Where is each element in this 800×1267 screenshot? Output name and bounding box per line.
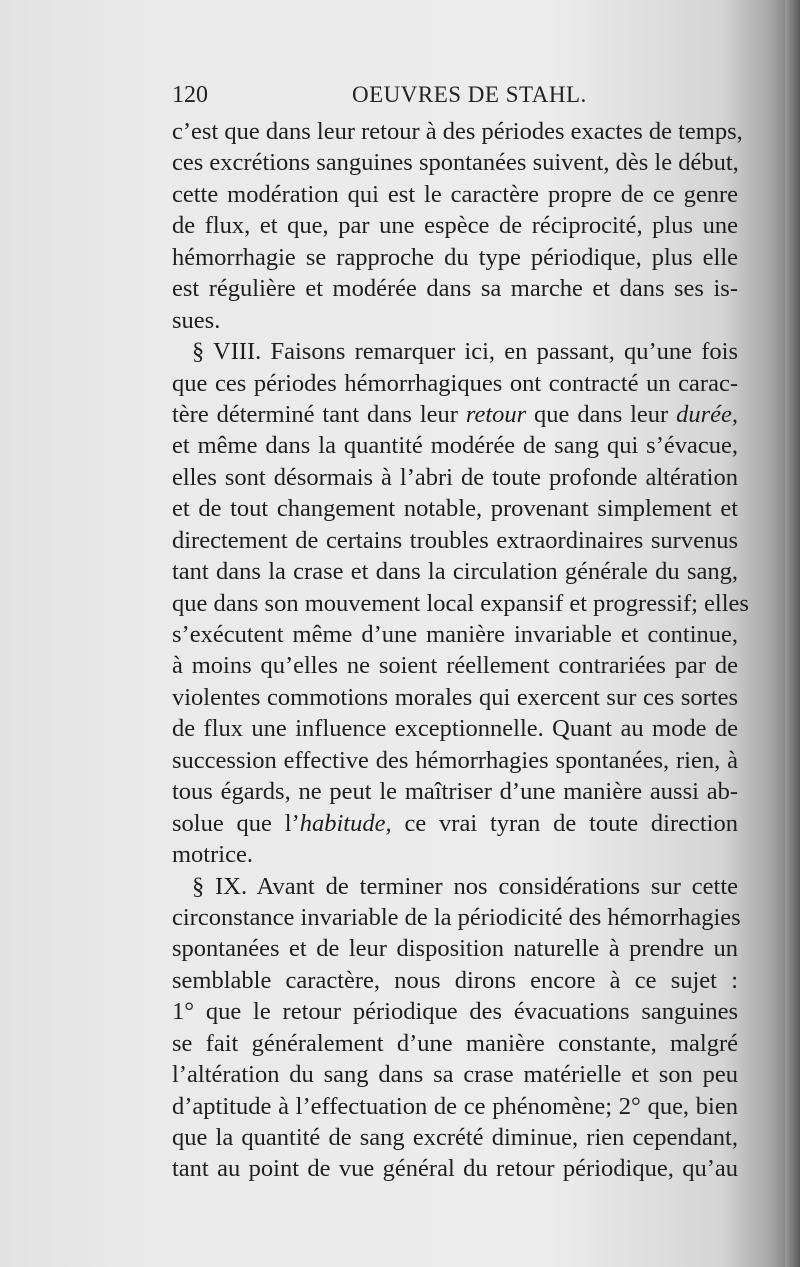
- text-line: sues.: [172, 306, 221, 334]
- text-line: circonstance invariable de la périodicité des hémorrhagies: [172, 903, 741, 931]
- body-text: [172, 116, 749, 1185]
- running-title: OEUVRES DE STAHL.: [352, 82, 587, 107]
- text-line: d’aptitude à l’effectuation de ce phénomène; 2° que, bien: [172, 1092, 738, 1120]
- text-line: elles sont désormais à l’abri de toute profonde altération: [172, 463, 738, 491]
- text-run: solue que l’: [172, 809, 300, 837]
- text-line: tant au point de vue général du retour périodique, qu’au: [172, 1155, 738, 1183]
- text-run: que dans leur: [526, 400, 677, 428]
- page-gutter-shadow: [785, 0, 800, 1267]
- text-line: s’exécutent même d’une manière invariable et continue,: [172, 621, 738, 648]
- text-line: violentes commotions morales qui exercent sur ces sortes: [172, 683, 738, 711]
- text-line: succession effective des hémorrhagies spontanées, rien, à: [172, 746, 738, 774]
- text-line: § VIII. Faisons remarquer ici, en passant, qu’une fois: [192, 338, 738, 366]
- italic-text: durée,: [676, 400, 739, 428]
- text-line: semblable caractère, nous dirons encore à ce sujet :: [172, 966, 738, 994]
- text-line: que ces périodes hémorrhagiques ont contracté un carac-: [172, 369, 738, 397]
- text-line: c’est que dans leur retour à des périodes exactes de temps,: [172, 118, 743, 145]
- text-line: tous égards, ne peut le maîtriser d’une manière aussi ab-: [172, 778, 738, 806]
- text-line: et de tout changement notable, provenant simplement et: [172, 495, 738, 523]
- text-line: l’altération du sang dans sa crase matérielle et son peu: [172, 1061, 738, 1089]
- page-number: 120: [172, 82, 208, 108]
- text-line: que dans son mouvement local expansif et progressif; elles: [172, 589, 749, 617]
- italic-text: retour: [465, 400, 527, 428]
- text-line: cette modération qui est le caractère propre de ce genre: [172, 180, 738, 208]
- italic-text: habitude,: [299, 809, 392, 837]
- text-line: tant dans la crase et dans la circulation générale du sang,: [172, 558, 738, 586]
- page-header: [172, 82, 732, 116]
- text-line: hémorrhagie se rapproche du type périodique, plus elle: [172, 243, 738, 271]
- text-line: de flux une influence exceptionnelle. Quant au mode de: [172, 715, 738, 743]
- text-run: ce vrai tyran de toute direction: [391, 809, 738, 837]
- text-line: se fait généralement d’une manière constante, malgré: [172, 1029, 738, 1057]
- text-line: § IX. Avant de terminer nos considérations sur cette: [192, 872, 738, 900]
- text-line: 1° que le retour périodique des évacuations sanguines: [172, 998, 738, 1026]
- text-line: [172, 808, 738, 839]
- text-run: tère déterminé tant dans leur: [172, 400, 466, 428]
- text-line: est régulière et modérée dans sa marche et dans ses is-: [172, 275, 738, 303]
- text-line: directement de certains troubles extraordinaires survenus: [172, 526, 738, 554]
- text-line: [172, 399, 738, 430]
- text-line: ces excrétions sanguines spontanées suivent, dès le début,: [172, 149, 739, 177]
- text-line: spontanées et de leur disposition naturelle à prendre un: [172, 935, 738, 963]
- text-line: motrice.: [172, 841, 253, 869]
- text-line: à moins qu’elles ne soient réellement contrariées par de: [172, 652, 738, 680]
- text-line: de flux, et que, par une espèce de réciprocité, plus une: [172, 212, 738, 240]
- text-line: et même dans la quantité modérée de sang qui s’évacue,: [172, 432, 738, 460]
- text-line: que la quantité de sang excrété diminue, rien cependant,: [172, 1124, 738, 1151]
